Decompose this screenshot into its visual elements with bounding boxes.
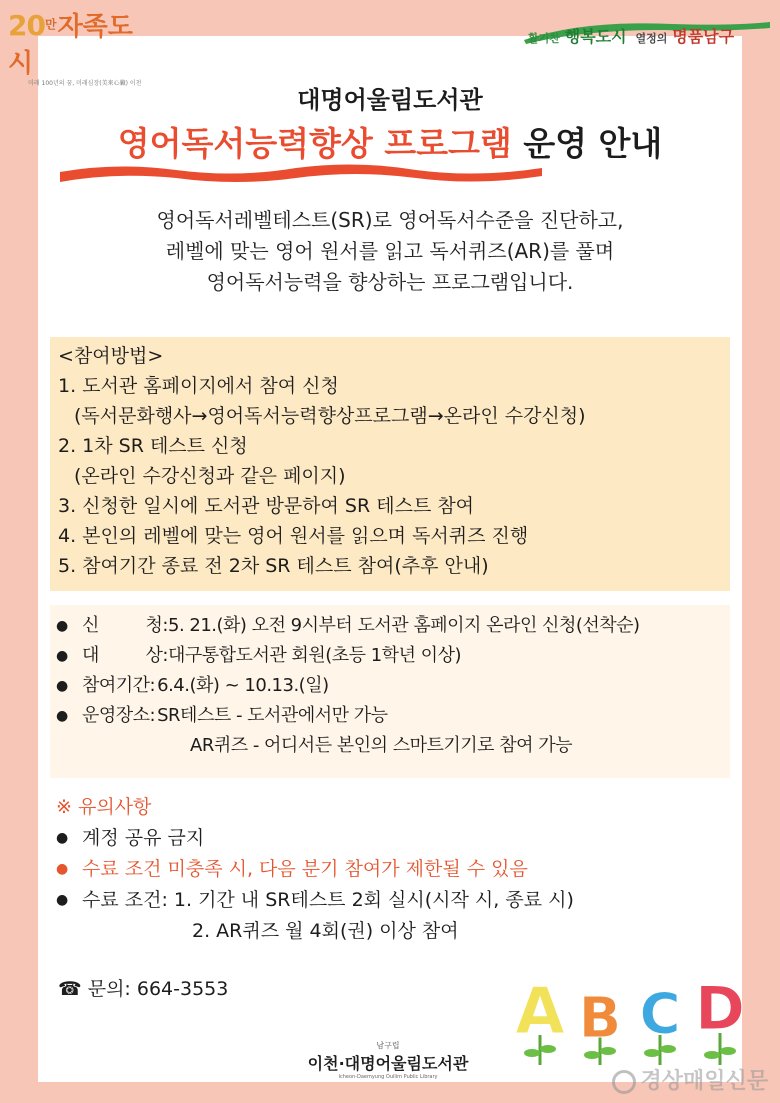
newspaper-watermark bbox=[612, 1064, 768, 1095]
main-title bbox=[0, 118, 780, 165]
place-value-cont: AR퀴즈 - 어디서든 본인의 스마트기기로 참여 가능 bbox=[190, 735, 573, 756]
slogan-part2: 행복도시 bbox=[564, 27, 627, 46]
note-item-warning bbox=[56, 854, 736, 885]
letter-a: A bbox=[515, 975, 565, 1049]
note-text: 수료 조건: 1. 기간 내 SR테스트 2회 실시(시작 시, 종료 시) bbox=[82, 889, 574, 911]
note-text: 수료 조건 미충족 시, 다음 분기 참여가 제한될 수 있음 bbox=[82, 858, 528, 880]
period-value: 6.4.(화) ~ 10.13.(일) bbox=[157, 675, 329, 696]
method-box bbox=[50, 337, 730, 591]
notes-heading: ※ 유의사항 bbox=[56, 796, 152, 818]
slogan-part1: 활기찬 bbox=[528, 32, 560, 45]
letter-d: D bbox=[695, 974, 745, 1044]
detail-row-target bbox=[56, 641, 730, 671]
target-value: 대구통합도서관 회원(초등 1학년 이상) bbox=[168, 645, 461, 666]
bullet-icon: ● bbox=[56, 618, 68, 634]
target-label-b: 상: bbox=[145, 645, 168, 666]
note-text: 계정 공유 금지 bbox=[82, 827, 205, 849]
notes-section bbox=[56, 792, 736, 947]
slogan-part4: 명품남구 bbox=[672, 27, 735, 46]
place-label: 운영장소: bbox=[82, 705, 156, 726]
intro-line: 영어독서능력을 향상하는 프로그램입니다. bbox=[206, 270, 574, 294]
library-logo bbox=[288, 1040, 488, 1080]
watermark-text: 경상매일신문 bbox=[640, 1069, 768, 1094]
abcd-flowers-illustration bbox=[502, 965, 752, 1065]
method-step: 4. 본인의 레벨에 맞는 영어 원서를 읽으며 독서퀴즈 진행 bbox=[58, 525, 529, 547]
logo-number: 20 bbox=[8, 9, 45, 42]
bullet-icon: ● bbox=[56, 861, 69, 877]
intro-text bbox=[0, 205, 780, 298]
detail-row-period bbox=[56, 671, 730, 701]
slogan-part3: 열정의 bbox=[635, 32, 668, 45]
bullet-icon: ● bbox=[56, 892, 69, 908]
apply-label-a: 신 bbox=[82, 615, 99, 636]
apply-value: 5. 21.(화) 오전 9시부터 도서관 홈페이지 온라인 신청(선착순) bbox=[168, 615, 640, 636]
bullet-icon: ● bbox=[56, 830, 69, 846]
bullet-icon: ● bbox=[56, 648, 68, 664]
contact-text: 문의: 664-3553 bbox=[87, 978, 229, 1000]
details-box bbox=[50, 605, 730, 778]
method-step-detail: (독서문화행사→영어독서능력향상프로그램→온라인 수강신청) bbox=[74, 405, 586, 427]
library-eng: Icheon-Daemyung Oullim Public Library bbox=[338, 1074, 438, 1080]
district-logo bbox=[522, 18, 772, 52]
city-logo bbox=[8, 6, 148, 87]
method-step: 3. 신청한 일시에 도서관 방문하여 SR 테스트 참여 bbox=[58, 495, 475, 517]
org-title: 대명어울림도서관 bbox=[297, 86, 483, 114]
logo-sup: 만 bbox=[44, 17, 56, 32]
stem-icon bbox=[540, 1033, 720, 1065]
intro-line: 영어독서레벨테스트(SR)로 영어독서수준을 진단하고, bbox=[156, 208, 624, 232]
detail-row-place bbox=[56, 701, 730, 731]
program-subtitle: 운영 안내 bbox=[523, 124, 663, 163]
letter-c: C bbox=[639, 982, 681, 1047]
method-step-detail: (온라인 수강신청과 같은 페이지) bbox=[74, 465, 346, 487]
watermark-logo-icon bbox=[612, 1070, 636, 1094]
detail-row-apply bbox=[56, 611, 730, 641]
library-name: 이천·대명어울림도서관 bbox=[307, 1054, 469, 1073]
phone-icon: ☎ bbox=[58, 978, 82, 1000]
method-step: 1. 도서관 홈페이지에서 참여 신청 bbox=[58, 375, 339, 397]
note-item bbox=[56, 823, 736, 854]
place-value: SR테스트 - 도서관에서만 가능 bbox=[157, 705, 388, 726]
logo-tagline: 미래 100년의 꿈, 미래심장(美來心臟) 이천 bbox=[28, 80, 142, 87]
bullet-icon: ● bbox=[56, 678, 68, 694]
contact-info bbox=[58, 974, 228, 1001]
intro-line: 레벨에 맞는 영어 원서를 읽고 독서퀴즈(AR)를 풀며 bbox=[165, 239, 615, 263]
district-label: 남구립 bbox=[376, 1041, 400, 1050]
letter-b: B bbox=[578, 986, 622, 1051]
period-label: 참여기간: bbox=[82, 675, 156, 696]
apply-label-b: 청: bbox=[145, 615, 168, 636]
note-text-cont: 2. AR퀴즈 월 4회(권) 이상 참여 bbox=[192, 920, 459, 942]
method-heading: <참여방법> bbox=[58, 345, 164, 367]
note-item bbox=[56, 885, 736, 916]
bullet-icon: ● bbox=[56, 708, 68, 724]
program-title: 영어독서능력향상 프로그램 bbox=[117, 124, 512, 163]
method-step: 2. 1차 SR 테스트 신청 bbox=[58, 435, 248, 457]
method-step: 5. 참여기간 종료 전 2차 SR 테스트 참여(추후 안내) bbox=[58, 555, 489, 577]
logo-word: 자족도시 bbox=[8, 12, 133, 79]
brush-underline-icon bbox=[56, 160, 546, 190]
target-label-a: 대 bbox=[82, 645, 99, 666]
